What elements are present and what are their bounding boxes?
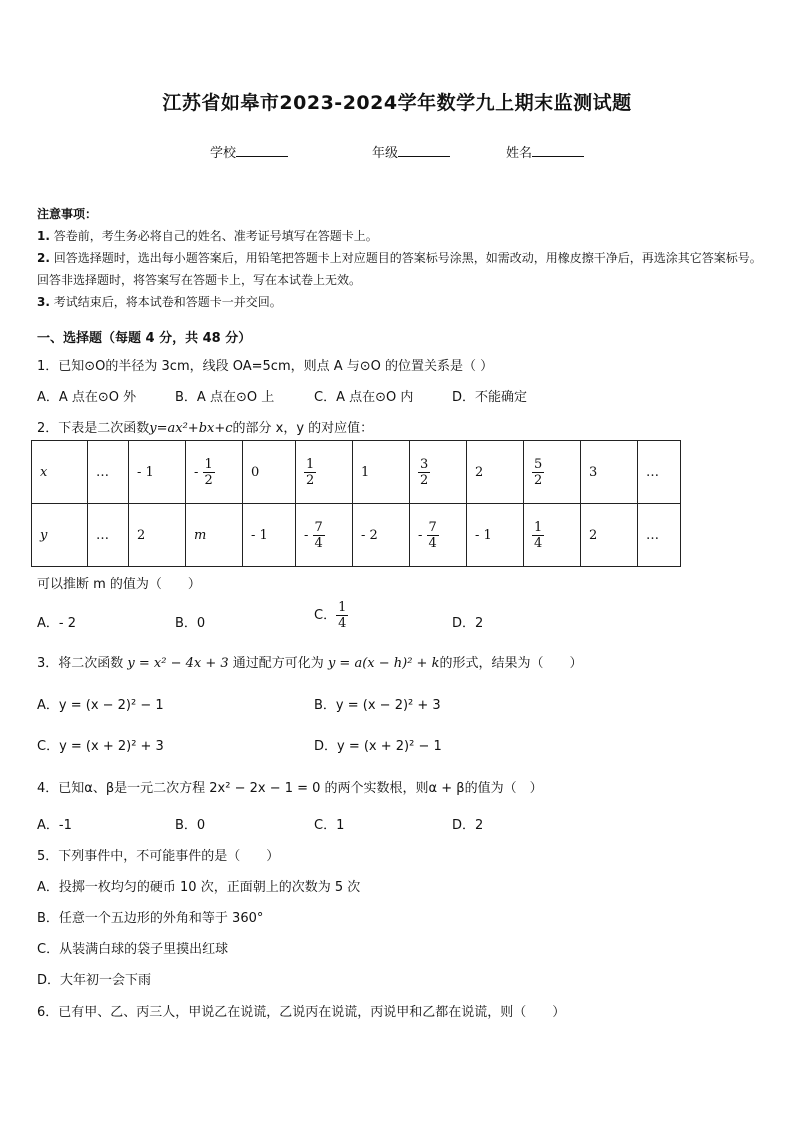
table-row-x [32, 441, 681, 504]
table-cell [410, 504, 467, 567]
fraction: $\frac{1}{4}$ [534, 519, 543, 551]
q3-option-c: C．y = (x + 2)² + 3 [37, 739, 164, 754]
q4-option-a: A．-1 [37, 818, 72, 833]
notes-heading: 注意事项： [37, 207, 98, 221]
table-cell [524, 504, 581, 567]
q3-stem: 3．将二次函数 y = x² − 4x + 3 通过配方可化为 y = a(x − h)² + k的形式，结果为（ ） [37, 656, 583, 671]
name-blank [532, 142, 584, 157]
table-cell: 2 [129, 504, 186, 567]
table-cell: … [638, 441, 681, 504]
school-label: 学校 [210, 146, 237, 161]
q4-option-d: D．2 [452, 818, 484, 833]
exam-title: 江苏省如皋市2023-2024学年数学九上期末监测试题 [162, 92, 632, 114]
q5-option-b: B．任意一个五边形的外角和等于 360° [37, 911, 264, 926]
section-title: 一、选择题（每题 4 分，共 48 分） [37, 331, 252, 346]
minus-sign: - [194, 464, 203, 480]
q6-stem: 6．已有甲、乙、丙三人，甲说乙在说谎，乙说丙在说谎，丙说甲和乙都在说谎，则（ ） [37, 1005, 566, 1020]
q3-option-d: D．y = (x + 2)² − 1 [314, 739, 442, 754]
q2-stem: 2．下表是二次函数y=ax²+bx+c的部分 x，y 的对应值： [37, 421, 374, 436]
minus-sign: - [304, 527, 313, 543]
table-row-y [32, 504, 681, 567]
grade-blank [398, 142, 450, 157]
table-cell: - 1 [129, 441, 186, 504]
note-item: 1. 答卷前，考生务必将自己的姓名、准考证号填写在答题卡上。 [37, 229, 378, 243]
table-cell: 2 [581, 504, 638, 567]
table-cell: 2 [467, 441, 524, 504]
table-cell: 3 [581, 441, 638, 504]
q1-stem: 1．已知⊙O的半径为 3cm，线段 OA=5cm，则点 A 与⊙O 的位置关系是（ ） [37, 359, 494, 374]
student-info-row [0, 142, 794, 162]
q5-option-c: C．从装满白球的袋子里摸出红球 [37, 942, 229, 957]
q3-option-a: A．y = (x − 2)² − 1 [37, 698, 164, 713]
q5-option-a: A．投掷一枚均匀的硬币 10 次，正面朝上的次数为 5 次 [37, 880, 361, 895]
q2-option-d: D．2 [452, 616, 484, 631]
q2-option-c-fraction: $\frac{1}{4}$ [338, 600, 347, 631]
fraction: $\frac{1}{2}$ [204, 456, 213, 488]
q5-stem: 5．下列事件中，不可能事件的是（ ） [37, 849, 280, 864]
fraction: $\frac{7}{4}$ [314, 519, 323, 551]
q4-stem: 4．已知α、β是一元二次方程 2x² − 2x − 1 = 0 的两个实数根，则α + β的值为（ ） [37, 781, 543, 796]
table-cell: y [32, 504, 88, 567]
table-cell: … [88, 504, 129, 567]
table-cell: 1 [353, 441, 410, 504]
fraction: $\frac{5}{2}$ [534, 456, 543, 488]
q2-after-text: 可以推断 m 的值为（ ） [37, 577, 201, 592]
table-cell: 0 [243, 441, 296, 504]
fraction: $\frac{3}{2}$ [420, 456, 429, 488]
note-item: 2. 回答选择题时，选出每小题答案后，用铅笔把答题卡上对应题目的答案标号涂黑，如需改动，用橡皮擦干净后，再选涂其它答案标号。回答非选择题时，将答案写在答题卡上，写在本试卷上无效。 [37, 251, 762, 287]
table-cell [410, 441, 467, 504]
table-cell: m [186, 504, 243, 567]
notes-block [37, 203, 762, 313]
school-blank [236, 142, 288, 157]
q2-option-a: A．- 2 [37, 616, 76, 631]
table-cell: x [32, 441, 88, 504]
q3-option-b: B．y = (x − 2)² + 3 [314, 698, 441, 713]
q3-vertex-form: y = a(x − h)² + k [327, 656, 440, 671]
table-cell [524, 441, 581, 504]
q1-option-a: A．A 点在⊙O 外 [37, 390, 137, 405]
q2-option-b: B．0 [175, 616, 206, 631]
q1-option-d: D．不能确定 [452, 390, 528, 405]
minus-sign: - [418, 527, 427, 543]
table-cell: … [88, 441, 129, 504]
q4-option-c: C．1 [314, 818, 345, 833]
grade-label: 年级 [372, 146, 399, 161]
note-item: 3. 考试结束后，将本试卷和答题卡一并交回。 [37, 295, 282, 309]
table-cell: - 1 [243, 504, 296, 567]
q1-option-c: C．A 点在⊙O 内 [314, 390, 414, 405]
name-field [506, 142, 584, 161]
q1-option-b: B．A 点在⊙O 上 [175, 390, 275, 405]
table-cell: - 1 [467, 504, 524, 567]
fraction: $\frac{1}{2}$ [306, 456, 315, 488]
name-label: 姓名 [506, 146, 533, 161]
q5-option-d: D．大年初一会下雨 [37, 973, 152, 988]
table-cell [296, 504, 353, 567]
table-cell: - 2 [353, 504, 410, 567]
table-cell [186, 441, 243, 504]
table-cell: … [638, 504, 681, 567]
fraction: $\frac{7}{4}$ [428, 519, 437, 551]
q2-option-c: C． $\frac{1}{4}$ [314, 600, 347, 631]
school-field [210, 142, 288, 161]
xy-value-table [31, 440, 681, 567]
table-cell [296, 441, 353, 504]
q4-option-b: B．0 [175, 818, 206, 833]
q2-function: y=ax²+bx+c [149, 421, 233, 436]
q3-function: y = x² − 4x + 3 [127, 656, 229, 671]
grade-field [372, 142, 450, 161]
